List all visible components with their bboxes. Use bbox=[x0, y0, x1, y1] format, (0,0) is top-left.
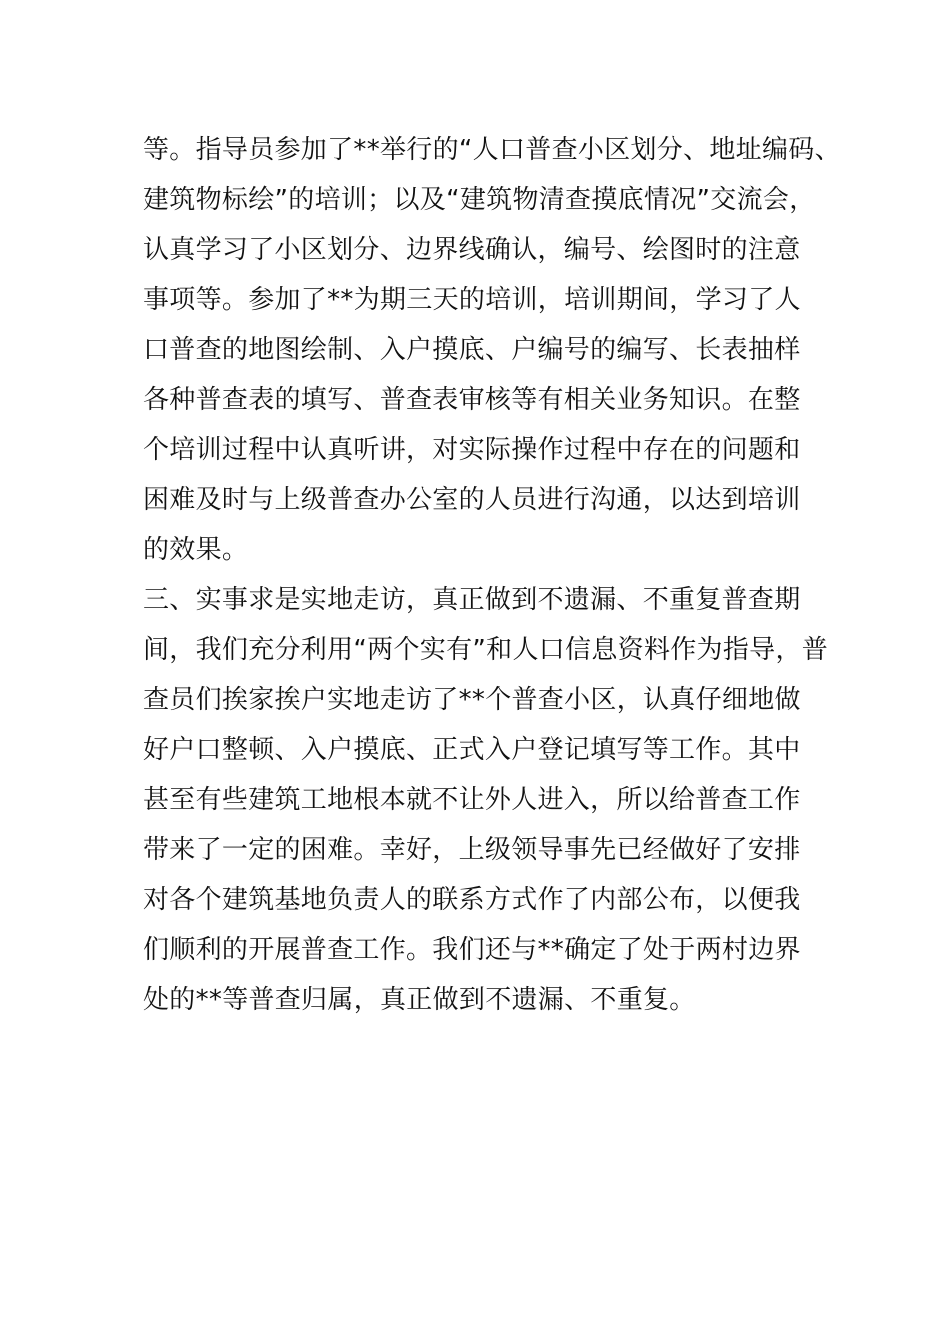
text-line: 的效果。 bbox=[143, 535, 249, 565]
text-line: 个培训过程中认真听讲，对实际操作过程中存在的问题和 bbox=[143, 435, 801, 465]
text-line: 甚至有些建筑工地根本就不让外人进入，所以给普查工作 bbox=[143, 785, 801, 815]
text-line: 建筑物标绘”的培训；以及“建筑物清查摸底情况”交流会， bbox=[143, 185, 816, 215]
text-line: 事项等。参加了**为期三天的培训，培训期间，学习了人 bbox=[143, 285, 801, 315]
text-line: 认真学习了小区划分、边界线确认，编号、绘图时的注意 bbox=[143, 235, 801, 265]
text-line: 三、实事求是实地走访，真正做到不遗漏、不重复普查期 bbox=[143, 585, 801, 615]
text-line: 口普查的地图绘制、入户摸底、户编号的编写、长表抽样 bbox=[143, 335, 801, 365]
text-line: 各种普查表的填写、普查表审核等有相关业务知识。在整 bbox=[143, 385, 801, 415]
text-line: 查员们挨家挨户实地走访了**个普查小区，认真仔细地做 bbox=[143, 685, 801, 715]
text-line: 间，我们充分利用“两个实有”和人口信息资料作为指导，普 bbox=[143, 635, 829, 665]
text-line: 困难及时与上级普查办公室的人员进行沟通，以达到培训 bbox=[143, 485, 801, 515]
text-line: 们顺利的开展普查工作。我们还与**确定了处于两村边界 bbox=[143, 935, 801, 965]
text-line: 带来了一定的困难。幸好，上级领导事先已经做好了安排 bbox=[143, 835, 801, 865]
text-line: 处的**等普查归属，真正做到不遗漏、不重复。 bbox=[143, 985, 696, 1015]
text-line: 好户口整顿、入户摸底、正式入户登记填写等工作。其中 bbox=[143, 735, 801, 765]
document-body bbox=[143, 125, 841, 1025]
text-line: 对各个建筑基地负责人的联系方式作了内部公布，以便我 bbox=[143, 885, 801, 915]
text-line: 等。指导员参加了**举行的“人口普查小区划分、地址编码、 bbox=[143, 135, 841, 165]
